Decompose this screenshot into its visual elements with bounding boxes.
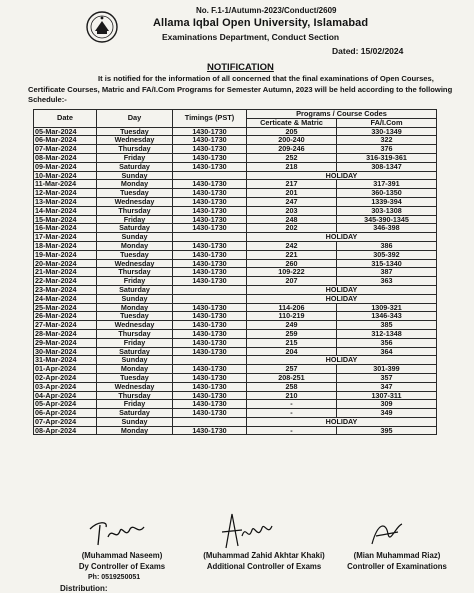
notification-body: It is notified for the information of all concerned that the final examinations of Open Courses, Certificate Courses, Matric and FA/I.Com Programs for Semester Autumn, 2023 will be held according to the following Schedule:- [28, 74, 453, 104]
row-cert-matric: 259 [247, 329, 337, 338]
row-day: Saturday [97, 347, 173, 356]
header-day: Day [97, 110, 173, 128]
row-date: 03-Apr-2024 [34, 382, 97, 391]
row-timings: 1430-1730 [173, 400, 247, 409]
row-day: Wednesday [97, 259, 173, 268]
row-timings: 1430-1730 [173, 347, 247, 356]
table-row [34, 180, 437, 189]
header-timings: Timings (PST) [173, 110, 247, 128]
row-date: 07-Apr-2024 [34, 417, 97, 426]
row-date: 08-Apr-2024 [34, 426, 97, 435]
row-day: Monday [97, 241, 173, 250]
table-row [34, 321, 437, 330]
table-row [34, 250, 437, 259]
row-day: Friday [97, 338, 173, 347]
signatory-2-title: Additional Controller of Exams [206, 562, 322, 571]
row-fa-icom: 357 [337, 373, 437, 382]
table-row [34, 136, 437, 145]
row-cert-matric: 114-206 [247, 303, 337, 312]
table-row [34, 224, 437, 233]
row-date: 10-Mar-2024 [34, 171, 97, 180]
row-date: 05-Apr-2024 [34, 400, 97, 409]
row-cert-matric: 248 [247, 215, 337, 224]
row-date: 16-Mar-2024 [34, 224, 97, 233]
row-timings [173, 285, 247, 294]
row-fa-icom: 309 [337, 400, 437, 409]
row-timings: 1430-1730 [173, 365, 247, 374]
row-day: Sunday [97, 417, 173, 426]
row-date: 28-Mar-2024 [34, 329, 97, 338]
row-fa-icom: 364 [337, 347, 437, 356]
row-cert-matric: 208-251 [247, 373, 337, 382]
signatory-3-name: (Mian Muhammad Riaz) [353, 551, 441, 560]
schedule-rows [34, 127, 437, 435]
row-date: 20-Mar-2024 [34, 259, 97, 268]
row-cert-matric: 202 [247, 224, 337, 233]
row-day: Wednesday [97, 197, 173, 206]
row-date: 30-Mar-2024 [34, 347, 97, 356]
row-day: Wednesday [97, 321, 173, 330]
signatory-3 [336, 551, 458, 571]
row-cert-matric: 110-219 [247, 312, 337, 321]
row-day: Monday [97, 365, 173, 374]
university-name: Allama Iqbal Open University, Islamabad [153, 17, 369, 29]
row-cert-matric: 217 [247, 180, 337, 189]
row-day: Wednesday [97, 382, 173, 391]
issue-date: Dated: 15/02/2024 [332, 46, 404, 56]
row-timings: 1430-1730 [173, 206, 247, 215]
row-day: Sunday [97, 233, 173, 242]
row-holiday: HOLIDAY [247, 233, 437, 242]
row-date: 24-Mar-2024 [34, 294, 97, 303]
table-row [34, 189, 437, 198]
row-holiday: HOLIDAY [247, 285, 437, 294]
row-day: Monday [97, 303, 173, 312]
row-date: 18-Mar-2024 [34, 241, 97, 250]
table-row [34, 365, 437, 374]
row-day: Thursday [97, 391, 173, 400]
table-row [34, 127, 437, 136]
row-day: Friday [97, 153, 173, 162]
row-fa-icom: 1309-321 [337, 303, 437, 312]
row-fa-icom: 356 [337, 338, 437, 347]
row-cert-matric: 205 [247, 127, 337, 136]
row-day: Friday [97, 400, 173, 409]
row-cert-matric: 257 [247, 365, 337, 374]
row-day: Tuesday [97, 250, 173, 259]
row-holiday: HOLIDAY [247, 294, 437, 303]
signatory-1-name: (Muhammad Naseem) [81, 551, 163, 560]
row-timings [173, 417, 247, 426]
row-fa-icom: 386 [337, 241, 437, 250]
table-row [34, 417, 437, 426]
table-row [34, 426, 437, 435]
row-date: 11-Mar-2024 [34, 180, 97, 189]
row-timings: 1430-1730 [173, 250, 247, 259]
row-cert-matric: 218 [247, 162, 337, 171]
row-date: 15-Mar-2024 [34, 215, 97, 224]
table-row [34, 400, 437, 409]
row-date: 01-Apr-2024 [34, 365, 97, 374]
table-row [34, 197, 437, 206]
table-row [34, 303, 437, 312]
university-logo-icon [85, 10, 119, 44]
row-fa-icom: 330-1349 [337, 127, 437, 136]
row-day: Tuesday [97, 189, 173, 198]
row-cert-matric: - [247, 409, 337, 418]
header-fa-icom: FA/I.Com [337, 118, 437, 127]
row-timings: 1430-1730 [173, 321, 247, 330]
row-fa-icom: 387 [337, 268, 437, 277]
row-fa-icom: 376 [337, 145, 437, 154]
row-date: 13-Mar-2024 [34, 197, 97, 206]
row-day: Thursday [97, 329, 173, 338]
row-cert-matric: 210 [247, 391, 337, 400]
header-program-codes: Programs / Course Codes [247, 110, 437, 119]
phone-number: Ph: 0519250051 [88, 574, 141, 581]
row-day: Saturday [97, 285, 173, 294]
signature-riaz [368, 518, 408, 548]
row-date: 17-Mar-2024 [34, 233, 97, 242]
row-timings: 1430-1730 [173, 426, 247, 435]
row-date: 06-Apr-2024 [34, 409, 97, 418]
row-date: 27-Mar-2024 [34, 321, 97, 330]
table-row [34, 409, 437, 418]
row-timings: 1430-1730 [173, 391, 247, 400]
table-row [34, 285, 437, 294]
row-cert-matric: 221 [247, 250, 337, 259]
row-timings: 1430-1730 [173, 145, 247, 154]
table-row [34, 259, 437, 268]
reference-number: No. F.1-1/Autumn-2023/Conduct/2609 [196, 6, 337, 15]
row-day: Friday [97, 215, 173, 224]
row-day: Saturday [97, 162, 173, 171]
row-fa-icom: 360-1350 [337, 189, 437, 198]
notification-title: NOTIFICATION [207, 62, 274, 73]
row-timings: 1430-1730 [173, 241, 247, 250]
signatory-2-name: (Muhammad Zahid Akhtar Khaki) [203, 551, 325, 560]
row-cert-matric: 249 [247, 321, 337, 330]
row-timings: 1430-1730 [173, 215, 247, 224]
row-date: 21-Mar-2024 [34, 268, 97, 277]
header-cert-matric: Certicate & Matric [247, 118, 337, 127]
row-date: 12-Mar-2024 [34, 189, 97, 198]
table-row [34, 312, 437, 321]
table-row [34, 153, 437, 162]
table-row [34, 391, 437, 400]
row-holiday: HOLIDAY [247, 171, 437, 180]
row-timings: 1430-1730 [173, 277, 247, 286]
row-timings: 1430-1730 [173, 153, 247, 162]
row-timings [173, 233, 247, 242]
row-timings: 1430-1730 [173, 259, 247, 268]
row-date: 26-Mar-2024 [34, 312, 97, 321]
signature-khaki [212, 510, 274, 552]
row-day: Monday [97, 180, 173, 189]
row-cert-matric: 260 [247, 259, 337, 268]
row-timings [173, 294, 247, 303]
row-fa-icom: 1346-343 [337, 312, 437, 321]
department-name: Examinations Department, Conduct Section [162, 32, 340, 42]
row-timings: 1430-1730 [173, 338, 247, 347]
row-cert-matric: 203 [247, 206, 337, 215]
row-fa-icom: 347 [337, 382, 437, 391]
row-day: Wednesday [97, 136, 173, 145]
row-date: 22-Mar-2024 [34, 277, 97, 286]
row-cert-matric: - [247, 400, 337, 409]
row-cert-matric: 242 [247, 241, 337, 250]
table-row [34, 347, 437, 356]
row-cert-matric: 109-222 [247, 268, 337, 277]
table-row [34, 329, 437, 338]
row-fa-icom: 346-398 [337, 224, 437, 233]
table-row [34, 206, 437, 215]
row-fa-icom: 303-1308 [337, 206, 437, 215]
row-date: 25-Mar-2024 [34, 303, 97, 312]
row-date: 19-Mar-2024 [34, 250, 97, 259]
row-fa-icom: 305-392 [337, 250, 437, 259]
row-fa-icom: 395 [337, 426, 437, 435]
row-cert-matric: 215 [247, 338, 337, 347]
table-row [34, 171, 437, 180]
row-cert-matric: 201 [247, 189, 337, 198]
table-row [34, 382, 437, 391]
row-date: 31-Mar-2024 [34, 356, 97, 365]
row-day: Thursday [97, 268, 173, 277]
row-timings: 1430-1730 [173, 136, 247, 145]
row-timings: 1430-1730 [173, 312, 247, 321]
row-fa-icom: 345-390-1345 [337, 215, 437, 224]
row-day: Sunday [97, 356, 173, 365]
row-date: 14-Mar-2024 [34, 206, 97, 215]
row-day: Friday [97, 277, 173, 286]
row-timings: 1430-1730 [173, 382, 247, 391]
row-holiday: HOLIDAY [247, 417, 437, 426]
row-timings: 1430-1730 [173, 224, 247, 233]
row-cert-matric: 204 [247, 347, 337, 356]
row-date: 06-Mar-2024 [34, 136, 97, 145]
row-fa-icom: 363 [337, 277, 437, 286]
row-date: 23-Mar-2024 [34, 285, 97, 294]
table-row [34, 373, 437, 382]
header-date: Date [34, 110, 97, 128]
row-fa-icom: 316-319-361 [337, 153, 437, 162]
row-date: 09-Mar-2024 [34, 162, 97, 171]
row-timings: 1430-1730 [173, 180, 247, 189]
row-timings: 1430-1730 [173, 127, 247, 136]
row-timings: 1430-1730 [173, 162, 247, 171]
row-timings [173, 171, 247, 180]
row-fa-icom: 385 [337, 321, 437, 330]
distribution-label: Distribution: [60, 584, 108, 593]
row-date: 29-Mar-2024 [34, 338, 97, 347]
row-day: Sunday [97, 294, 173, 303]
row-day: Tuesday [97, 373, 173, 382]
row-timings: 1430-1730 [173, 329, 247, 338]
row-cert-matric: 252 [247, 153, 337, 162]
row-timings: 1430-1730 [173, 189, 247, 198]
row-fa-icom: 312-1348 [337, 329, 437, 338]
row-cert-matric: 200-240 [247, 136, 337, 145]
row-timings: 1430-1730 [173, 303, 247, 312]
row-day: Thursday [97, 145, 173, 154]
row-day: Saturday [97, 409, 173, 418]
row-date: 07-Mar-2024 [34, 145, 97, 154]
row-day: Tuesday [97, 127, 173, 136]
row-fa-icom: 322 [337, 136, 437, 145]
row-fa-icom: 1339-394 [337, 197, 437, 206]
row-fa-icom: 301-399 [337, 365, 437, 374]
signatory-1-title: Dy Controller of Exams [78, 562, 166, 571]
row-timings: 1430-1730 [173, 268, 247, 277]
table-row [34, 241, 437, 250]
row-timings [173, 356, 247, 365]
row-date: 02-Apr-2024 [34, 373, 97, 382]
row-holiday: HOLIDAY [247, 356, 437, 365]
row-day: Tuesday [97, 312, 173, 321]
row-day: Saturday [97, 224, 173, 233]
row-cert-matric: 258 [247, 382, 337, 391]
exam-schedule-table [33, 109, 437, 435]
table-row [34, 294, 437, 303]
row-timings: 1430-1730 [173, 373, 247, 382]
row-fa-icom: 317-391 [337, 180, 437, 189]
row-fa-icom: 349 [337, 409, 437, 418]
row-fa-icom: 308-1347 [337, 162, 437, 171]
row-cert-matric: - [247, 426, 337, 435]
row-fa-icom: 315-1340 [337, 259, 437, 268]
row-day: Sunday [97, 171, 173, 180]
row-timings: 1430-1730 [173, 197, 247, 206]
signatory-3-title: Controller of Examinations [347, 562, 447, 571]
table-row [34, 145, 437, 154]
table-row [34, 268, 437, 277]
row-date: 04-Apr-2024 [34, 391, 97, 400]
row-cert-matric: 209-246 [247, 145, 337, 154]
signatory-2 [186, 551, 342, 571]
table-row [34, 277, 437, 286]
table-row [34, 162, 437, 171]
table-row [34, 356, 437, 365]
row-fa-icom: 1307-311 [337, 391, 437, 400]
table-row [34, 338, 437, 347]
row-timings: 1430-1730 [173, 409, 247, 418]
row-cert-matric: 207 [247, 277, 337, 286]
row-day: Thursday [97, 206, 173, 215]
table-row [34, 215, 437, 224]
signatory-1 [68, 551, 176, 571]
row-date: 05-Mar-2024 [34, 127, 97, 136]
row-date: 08-Mar-2024 [34, 153, 97, 162]
signature-naseem [86, 515, 148, 549]
row-day: Monday [97, 426, 173, 435]
row-cert-matric: 247 [247, 197, 337, 206]
table-row [34, 233, 437, 242]
